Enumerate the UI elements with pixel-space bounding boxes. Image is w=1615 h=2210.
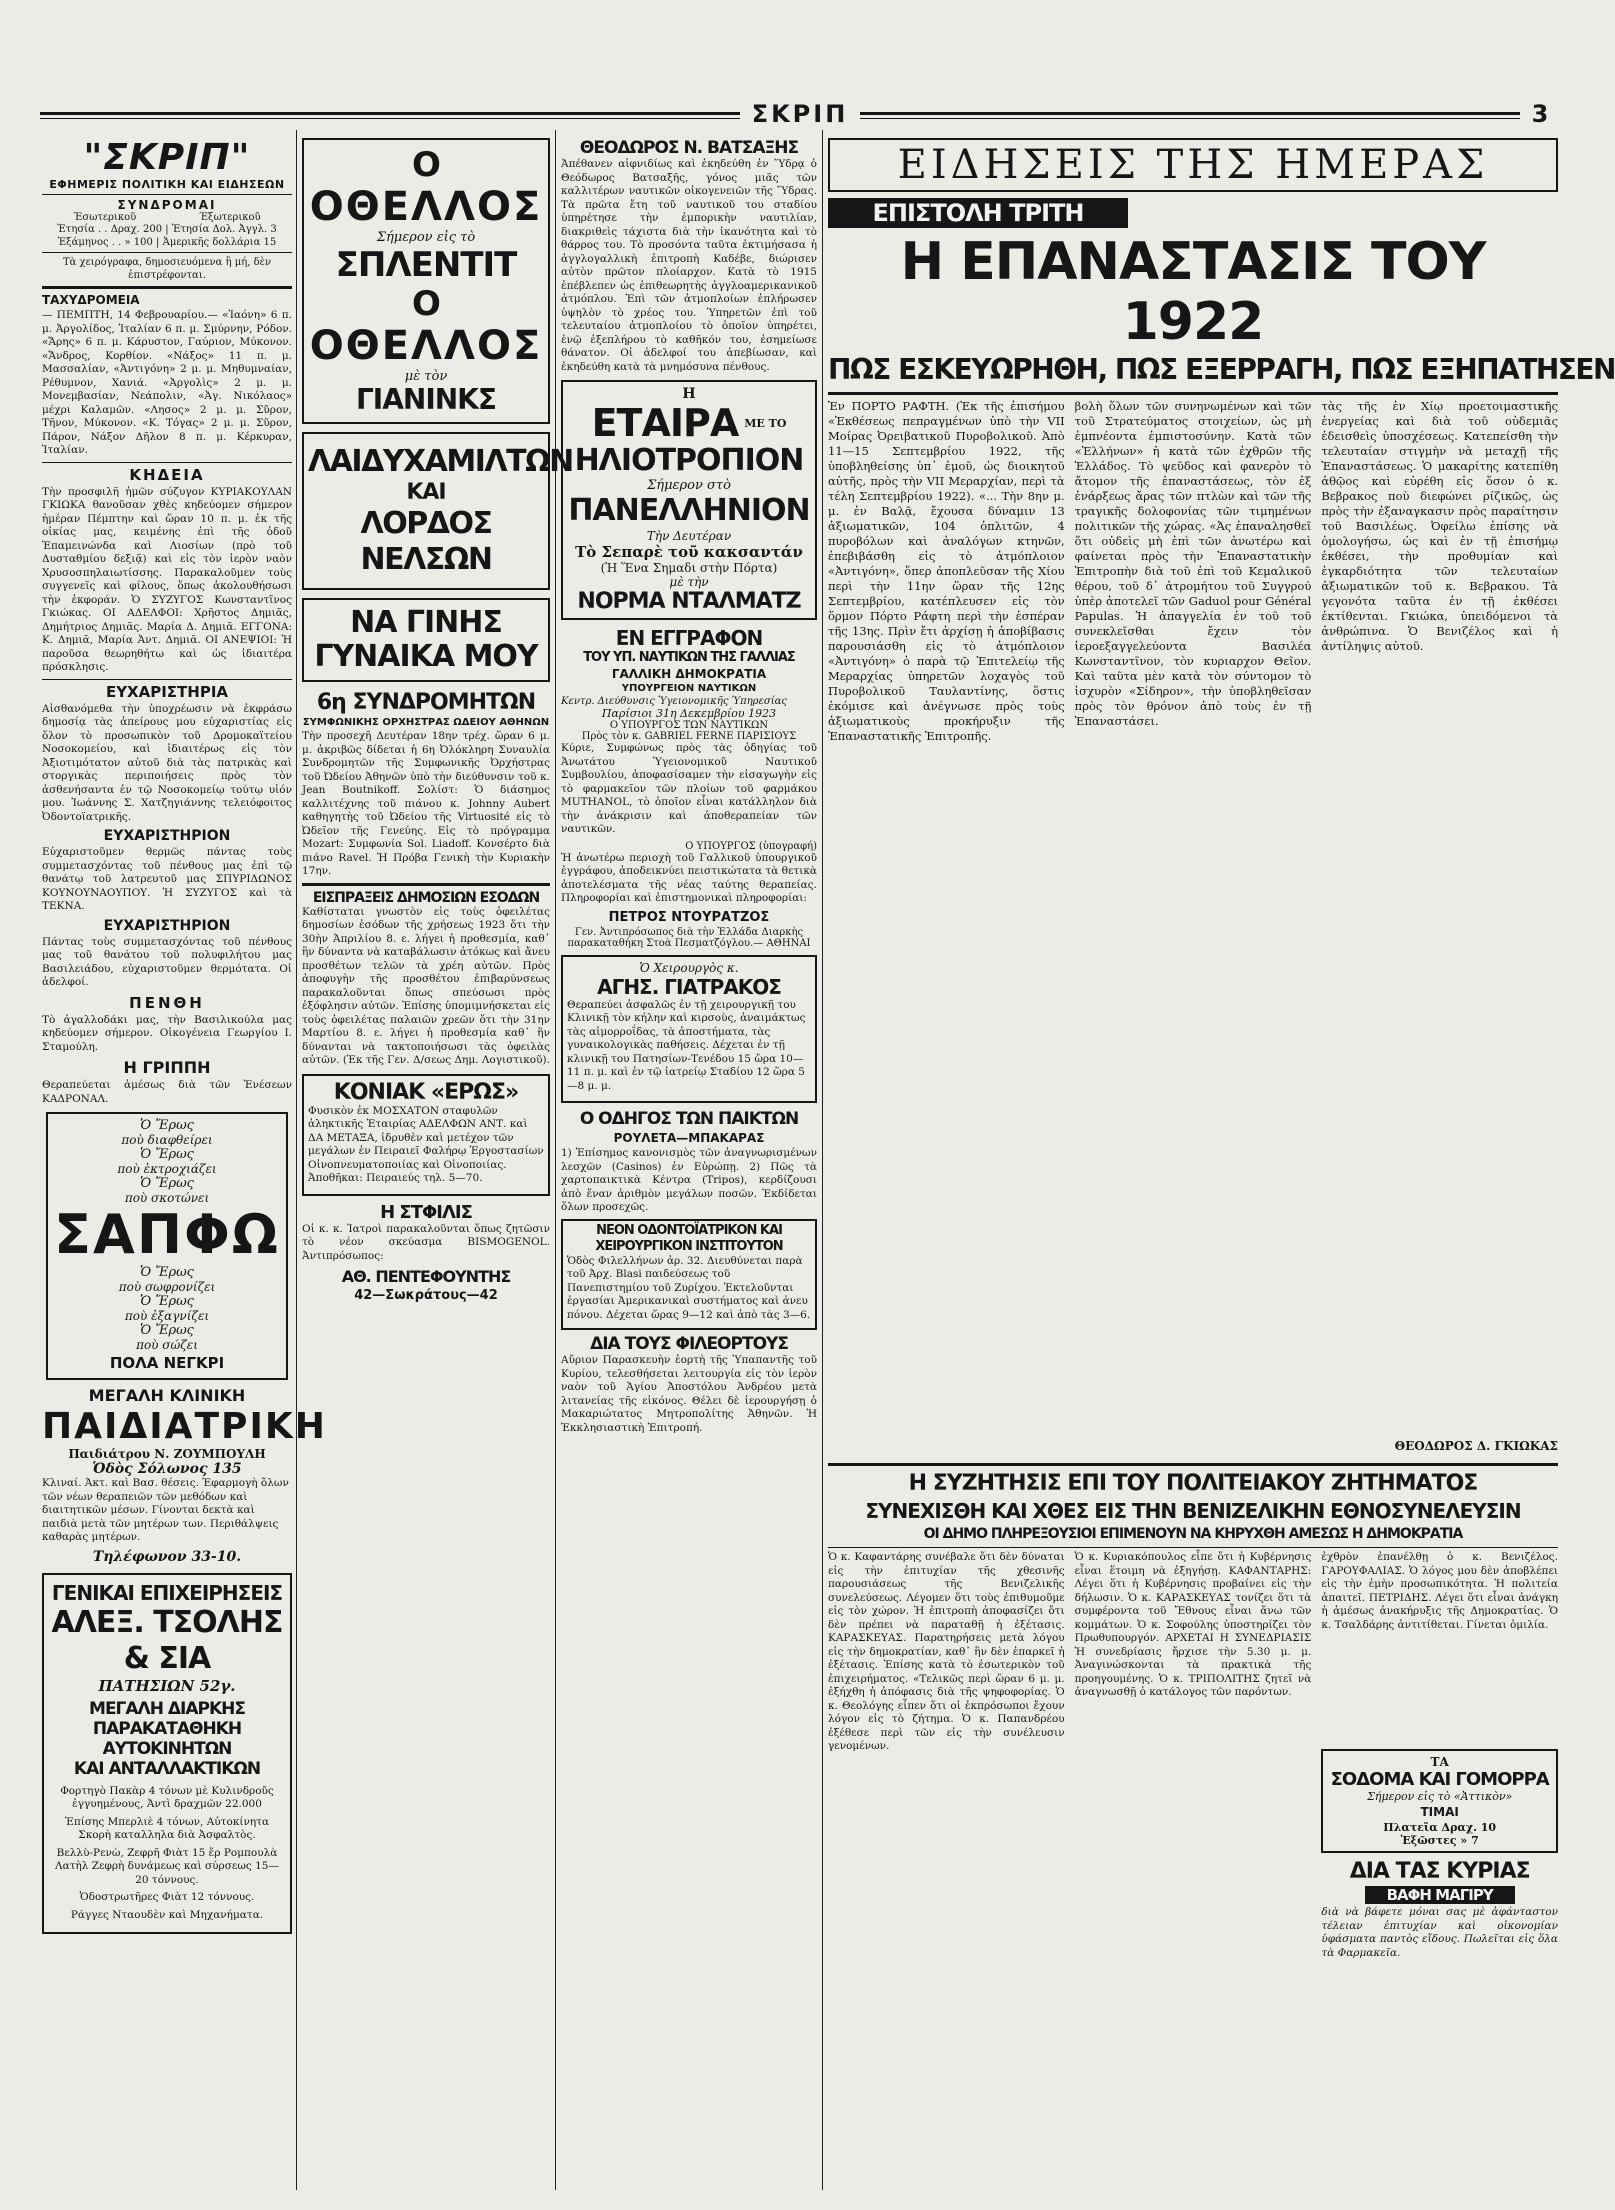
kideia-text: Τὴν προσφιλῆ ἡμῶν σύζυγον ΚΥΡΙΑΚΟΥΛΑΝ ΓΚΙΩΚΑ θανοῦσαν χθὲς κηδεύομεν σήμερον ἡμέραν Πέμπτην καὶ ὥραν 10 π. μ. ἐκ τῆς οἰκίας μας, κειμένης ἐπὶ τῆς ὁδοῦ Ἐπαμεινώνδα καὶ Λιοσίων (πρὸ τοῦ Δυσταθμίου δεξιᾷ) καὶ εἰς τὸν ἱερὸν ναὸν Χρυσοσπηλαιωτίσσης. Παρακαλοῦμεν τοὺς συγγενεῖς καὶ φίλους, ὅπως ἀκολουθήσωσι τὴν ἐκφοράν. Ὁ ΣΥΖΥΓΟΣ Κωνσταντῖνος Γκιώκας. ΟΙ ΑΔΕΛΦΟΙ: Χρῆστος Δημιᾶς, Δημήτριος Δημιᾶς. Μαρία Δ. Δημιᾶ. ΕΓΓΟΝΑ: Κ. Δημιᾶ, Μαρία Ἀντ. Δημιᾶ. ΟΙ ΑΝΕΨΙΟΙ: Ἡ παροῦσα θεωρηθήτω καὶ ὡς ἰδιαιτέρα πρόσκλησις. (42, 485, 292, 673)
eyx2-title: ΕΥΧΑΡΙΣΤΗΡΙΟΝ (103, 828, 231, 844)
debate-column: Ὁ κ. Καφαντάρης συνέβαλε ὅτι δὲν δύναται εἰς τὴν ἐπιτυχίαν τῆς χθεσινῆς παρουσιάσεως τῆς Βενιζελικῆς συνελεύσεως. Λέγομεν ὅτι τοὺς ἐπιθυμοῦμε εἰς τὸν χώρον. Ἡ ἐπιτροπὴ ἀποφασίζει ὅτι δὲν πρέπει νὰ παραταθῇ ἡ ἐξέτασις. ΚΑΡΑΣΚΕΥΑΣ. Παρατηρήσεις μετὰ λόγου εἰς τὴν δημοκρατίαν, καθ᾽ ἣν δὲν ἐπαρκεῖ ἡ ἐξέτασις. Ἐπίσης κατὰ τὸ ἐσωτερικὸν τοῦ ἐπιχειρήματος. «Τελικῶς περὶ ὥραν 6 μ. μ. ἐξήχθη ἡ ἀπόφασις διὰ τῆς ψηφοφορίας. Ὁ κ. Θεολόγης εἶπεν ὅτι οἱ ἐκπρόσωποι ἔχουν λόγον εἰς τὸ ζήτημα. Ὁ κ. Παπανδρέου ἐξέθεσε περὶ τῶν εἰς τὴν συνέλευσιν γενομένων. (828, 1551, 1065, 1752)
column-rule-2 (555, 130, 556, 2190)
stafis-addr: 42—Σωκράτους—42 (354, 1288, 498, 1303)
etaira-film-sub: (Ἡ Ἕνα Σημαδι στὴν Πόρτα) (600, 561, 778, 575)
othello-o2: Ο (412, 284, 440, 324)
sodoma-price: Πλατεῖα Δραχ. 10 (1383, 1821, 1497, 1834)
sapfo-line: ποὺ ἐξαγνίζει (124, 1309, 210, 1323)
subs-exterior-label: Έξωτερικοῦ (199, 212, 261, 223)
othello-ad (302, 138, 550, 424)
ladies-product: ΒΑΦΗ ΜΑΓΙΡΥ (1365, 1886, 1515, 1904)
othello-title-1: ΟΘΕΛΛΟΣ (309, 184, 543, 230)
header-paper-name: ΣΚΡΙΠ (740, 100, 860, 128)
othello-venue: ΣΠΛΕΝΤΙΤ (335, 245, 517, 285)
othello-sub: Σήμερον εἰς τὸ (376, 230, 476, 245)
surgeon-name: ΑΓΗΣ. ΓΙΑΤΡΑΚΟΣ (597, 974, 781, 999)
article-column: βολὴ ὅλων τῶν συνηνωμένων καὶ τῶν τοῦ Στρατεύματος στοιχείων, ὡς μὴ ἐμπνέοντα ἐμπιστοσύνην. Κατὰ τῶν «Ἐλλήνων» ἡ κατὰ τῶν ἐχθρῶν τῆς Ἑλλάδος. Τὸ ψεῦδος καὶ φανερὸν τὸ ἄτομον τῆς ἐπαναστάσεως, τὸν ἐξ ἐνάρξεως ἄρας τῶν πτλὼν καὶ τῶν τῆς τραγικῆς δολοφονίας τῶν τιμημένων πολιτικῶν τῆς χώρας. «Ἀς ἐπαναλησθεῖ ὅτι οὐδεὶς μὴ ἐπὶ τῶν ἀνωτέρω καὶ φαίνεται πρὸς τὴν Ἐπαναστατικὴν Ἐπιτροπὴν διὰ τοῦ ἐπὶ τοῦ Κεμαλικοῦ θέρου, τοῦ δ᾽ ἀτρομήτου τοῦ Συγγρού ὑπὲρ ἀποτελεῖ τῶν Gaduol pour Général Papulas. Ἡ ἀπαγγελία ἐν τοῦ τοῦ συνεκλεῖσθαι ἔχειν τὸν ἱεροεξαγγελεύοντα Βασιλέα Κωνσταντῖνον, τὸν κυριαρχον Θεῖον. Καὶ ταῦτα μὲν κατὰ τὸν σύντομον τὸ ἰσχυρὸν «Σίδηρον», τὴν ὑποβληθεῖσαν πρὸς τὸν θρόνον ἀπὸ τοὺς ἐν τῇ Ἐπαναστάσει. (1074, 399, 1312, 728)
sapfo-cinema: ΠΟΛΑ ΝΕΓΚΡΙ (109, 1354, 225, 1372)
column-3 (561, 138, 817, 2190)
gripi-title: Η ΓΡΙΠΠΗ (123, 1058, 211, 1077)
doc-title: ΕΝ ΕΓΓΡΑΦΟΝ (615, 626, 763, 650)
news-section (828, 138, 1615, 2190)
surgeon-pre: Ὁ Χειρουργὸς κ. (639, 960, 739, 975)
business-title: ΓΕΝΙΚΑΙ ΕΠΙΧΕΙΡΗΣΕΙΣ (51, 1580, 283, 1605)
doc-ministry: ΥΠΟΥΡΓΕΙΟΝ ΝΑΥΤΙΚΩΝ (621, 683, 757, 694)
sapfo-line: ποὺ σκοτώνει (124, 1191, 210, 1205)
penthi-title: ΠΕΝΘΗ (129, 993, 205, 1012)
klinic-addr: Ὁδὸς Σόλωνος 135 (92, 1461, 242, 1477)
debate-sub-1: ΣΥΝΕΧΙΣΘΗ ΚΑΙ ΧΘΕΣ ΕΙΣ ΤΗΝ ΒΕΝΙΖΕΛΙΚΗΝ ΕΘΝΟΣΥΝΕΛΕΥΣΙΝ (865, 1499, 1521, 1523)
column-2 (302, 138, 573, 2190)
ladies-text: διὰ νὰ βάφετε μόναι σας μὲ ἀφάνταστον τέλειαν ἐπιτυχίαν καὶ οἰκονομίαν ὑφάσματα παντὸς εἴδους. Πωλεῖται εἰς ὅλα τὰ Φαρμακεῖα. (1321, 1906, 1559, 1959)
dental-ad (561, 1219, 817, 1331)
orchestra-text: Τὴν προσεχῆ Δευτέραν 18ην τρέχ. ὥραν 6 μ. μ. ἀκριβῶς δίδεται ἡ 6η Ὀλόκληρη Συναυλία Συνδρομητῶν τῆς Συμφωνικῆς Ὀρχήστρας τοῦ Ὠδείου Ἀθηνῶν ὑπὸ τὴν διεύθυνσιν τοῦ κ. Jean Boutnikoff. Σολίστ: Ὁ διάσημος καλλιτέχνης τοῦ πιάνου κ. Johnny Aubert καθηγητὴς τοῦ Ὠδείου τῆς Virtuosité εἰς τὸ Ὠδεῖον τῆς Γενεύης. Εἰς τὸ πρόγραμμα Mozart: Συμφωνία Sol. Liadoff. Κονσέρτο διὰ πιάνο Ravel. Ἡ Πρόβα Γενικὴ τὴν Κυριακὴν 17ην. (302, 730, 550, 877)
masthead (42, 138, 292, 289)
column-rule-1 (296, 130, 297, 2190)
article-column: Ἐν ΠΟΡΤΟ ΡΑΦΤΗ. (Ἐκ τῆς ἐπισήμου «Ἐκθέσεως πεπραγμένων ὑπὸ τὴν VII Μοίρας Ὀρειβατικοῦ Πυροβολικοῦ. Ἀπὸ 11—15 Σεπτεμβρίου 1922, τῆς ὑποβληθείσης ὑπ᾽ ἐμοῦ, ὡς διοικητοῦ αὐτῆς, πρὸς τὴν VII Μεραρχίαν, περὶ τὰ τέλη Σεπτεμβρίου 1922). «... Τὴν 8ην μ. μ. ἐν Βαλᾷ, ἔχουσα δύναμιν 13 ἀξιωματικῶν, 104 ὁπλιτῶν, 4 πυροβόλων καὶ ἀναλόγων κτηνῶν, ἐπεβιβάσθη εἰς τὸ ἀτμόπλοιον «Ἀντιγόνη», ὅπερ ἀποπλεῦσαν τῆς Χίου περὶ τὴν 11ην ὥραν τῆς 12ης Σεπτεμβρίου, κατέπλευσεν εἰς τὸν ὅρμον Πόρτο Ράφτη περὶ τὴν ἑσπέραν τῆς 13ης. Πρὶν ἔτι ἀρχίσῃ ἡ ἀποβίβασις παρουσιάσθη εἰς τὸ ἀτμόπλοιον «Ἀντιγόνη» ὁ παρὰ τῷ Ἐπιτελείῳ τῆς Μεραρχίας ὑπηρετῶν λοχαγὸς τοῦ Πυροβολικοῦ Ταυλαντίνης, ὅστις ἐκόμισε καὶ ἀνέγνωσε πρὸς τοὺς ἀξιωματικοὺς προκήρυξιν τῆς Ἐπαναστατικῆς Ἐπιτροπῆς. (828, 399, 1065, 743)
phil-text: Αὔριον Παρασκευὴν ἑορτὴ τῆς Ὑπαπαντῆς τοῦ Κυρίου, τελεσθήσεται λειτουργία εἰς τὸν ἱερὸν ναὸν τοῦ Ἁγίου Ἀποστόλου Ἀνδρέου μετὰ λιτανείας τῆς εἰκόνος. Θέλει δὲ ἱερουργήσῃ ὁ Μακαριώτατος Μητροπολίτης Ἀθηνῶν. Ἡ Ἐκκλησιαστικὴ Ἐπιτροπή. (561, 1354, 817, 1434)
ladies-hamilton-ad (302, 432, 573, 590)
sodoma-ad (1321, 1749, 1558, 1853)
klinic-phone: Τηλέφωνον 33-10. (92, 1548, 242, 1565)
top-header-bar (40, 100, 1560, 130)
news-title: ΕΙΔΗΣΕΙΣ ΤΗΣ ΗΜΕΡΑΣ (897, 142, 1489, 188)
masthead-note: Τὰ χειρόγραφα, δημοσιευόμενα ἢ μή, δὲν ἐπιστρέφονται. (62, 257, 272, 281)
othello-actor: ΓΙΑΝΙΝΚΣ (355, 383, 497, 416)
etaira-sub: Σήμερον στὸ (647, 478, 731, 493)
sodoma-title: ΣΟΔΟΜΑ ΚΑΙ ΓΟΜΟΡΡΑ (1330, 1769, 1549, 1790)
eyx1-title: ΕΥΧΑΡΙΣΤΗΡΙΑ (105, 682, 229, 701)
doc-sign: Ο ΥΠΟΥΡΓΟΣ (ὑπογραφή) (685, 840, 817, 852)
sodoma-pre: ΤΑ (1430, 1755, 1449, 1769)
doc-republic: ΓΑΛΛΙΚΗ ΔΗΜΟΚΡΑΤΙΑ (611, 667, 767, 681)
koniak-ad (302, 1074, 550, 1196)
guide-sub: ΡΟΥΛΕΤΑ—ΜΠΑΚΑΡΑΣ (613, 1131, 765, 1145)
doc-dir: Κεντρ. Διεύθυνσις Ὑγειονομικῆς Ὑπηρεσίας (561, 696, 788, 707)
wife-ad (302, 598, 550, 682)
business-ad (42, 1573, 292, 1935)
phil-title: ΔΙΑ ΤΟΥΣ ΦΙΛΕΟΡΤΟΥΣ (590, 1334, 788, 1354)
letter-label: ΕΠΙΣΤΟΛΗ ΤΡΙΤΗ (828, 198, 1128, 228)
sign-off: ΘΕΟΔΩΡΟΣ Δ. ΓΚΙΩΚΑΣ (1394, 1439, 1558, 1453)
othello-with: μὲ τὸν (404, 369, 448, 384)
wife-line-1: ΝΑ ΓΙΝΗΣ (350, 605, 502, 640)
klinic-ad (42, 1386, 327, 1565)
klinic-top: ΜΕΓΑΛΗ ΚΛΙΝΙΚΗ (88, 1386, 246, 1405)
column-rule-3 (822, 130, 823, 2190)
orchestra-title: 6η ΣΥΝΔΡΟΜΗΤΩΝ (316, 690, 536, 715)
sapfo-line: Ὁ Ἔρως (140, 1147, 194, 1162)
stafis-text: Οἱ κ. κ. Ἰατροὶ παρακαλοῦνται ὅπως ζητῶσιν τὸ νέον σκεύασμα BISMOGENOL. Ἀντιπρόσωπος: (302, 1222, 550, 1262)
business-big1: ΜΕΓΑΛΗ ΔΙΑΡΚΗΣ ΠΑΡΑΚΑΤΑΘΗΚΗ ΑΥΤΟΚΙΝΗΤΩΝ (89, 1698, 245, 1759)
etaira-sat: Τὴν Δευτέραν (646, 529, 732, 543)
business-text: Ράγγες Νταουδὲν καὶ Μηχανήματα. (70, 1908, 264, 1921)
masthead-logo: "ΣΚΡΙΠ" (83, 137, 251, 178)
article-columns (828, 399, 1558, 1439)
gripi-text: Θεραπεύεται ἀμέσως διὰ τῶν Ἐνέσεων ΚΑΔΡΟΝΑΛ. (42, 1079, 292, 1105)
etaira-pre: Η (682, 386, 696, 402)
ladies-hamilton-and: ΚΑΙ (406, 480, 446, 505)
business-addr: ΠΑΤΗΣΙΩΝ 52γ. (98, 1676, 236, 1695)
business-name: ΑΛΕΞ. ΤΣΟΛΗΣ & ΣΙΑ (51, 1604, 283, 1676)
lord-nelson-title: ΛΟΡΔΟΣ ΝΕΛΣΩΝ (360, 506, 492, 577)
etaira-with: ΜΕ ΤΟ (744, 416, 787, 430)
eyx1-text: Αἰσθανόμεθα τὴν ὑποχρέωσιν νὰ ἐκφράσω δημοσίᾳ τὰς ἀπείρους μου εὐχαριστίας εἰς ὅλον τὸ προσωπικὸν τοῦ Δρομοκαϊτείου Νοσοκομείου, καὶ ἰδιαιτέρως εἰς τὸν Ἀξιοτιμότατον αὐτοῦ διὰ τὰς πατρικὰς καὶ στοργικὰς περιποιήσεις πρὸς τὸν ἀσθενήσαντα ἐν τῷ Νοσοκομείῳ τούτῳ υἱόν μου. Ἰωάννης Σ. Χατζηγιάννης τελειόφοιτος Ὀδοντοϊατρικῆς. (42, 702, 292, 823)
sodoma-prices: ΤΙΜΑΙ (1420, 1805, 1459, 1819)
penthi-text: Τὸ ἀγαλλοδάκι μας, τὴν Βασιλικούλα μας κηδεύομεν σήμερον. Οἰκογένεια Γεωργίου Ι. Σταμούλη. (42, 1013, 292, 1053)
etaira-title-2: ΗΛΙΟΤΡΟΠΙΟΝ (574, 443, 804, 478)
debate-column: Ὁ κ. Κυριακόπουλος εἶπε ὅτι ἡ Κυβέρνησις εἶναι ἕτοιμη νὰ ἐξηγήσῃ. ΚΑΦΑΝΤΑΡΗΣ: Λέγει ὅτι ἡ Κυβέρνησις προβαίνει εἰς τὴν δήλωσιν. Ὁ κ. ΚΑΡΑΣΚΕΥΑΣ τονίζει ὅτι τὰ συμφέροντα τοῦ Ἔθνους εἶναι ἄνω τῶν κομμάτων. Ὁ κ. Σοφούλης ὑποστηρίζει τὸν Πρωθυπουργόν. ΑΡΧΕΤΑΙ Η ΣΥΝΕΔΡΙΑΣΙΣ Ἡ συνεδρίασις ἤρχισε τὴν 5.30 μ. μ. Ἀναγινώσκονται τὰ πρακτικὰ τῆς προηγουμένης. Ὁ κ. ΤΡΙΠΟΛΙΤΗΣ ζητεῖ νὰ ἀναγνωσθῇ ὁ κατάλογος τῶν παρόντων. (1074, 1551, 1312, 1698)
obituary-author: ΘΕΟΔΩΡΟΣ Ν. ΒΑΤΣΑΞΗΣ (579, 138, 799, 158)
doc-to: Πρὸς τὸν κ. GABRIEL FERNE ΠΑΡΙΣΙΟΥΣ (581, 731, 797, 742)
business-big2: ΚΑΙ ΑΝΤΑΛΛΑΚΤΙΚΩΝ (73, 1758, 261, 1779)
dental-text: Ὁδὸς Φιλελλήνων ἀρ. 32. Διευθύνεται παρὰ τοῦ Ἀρχ. Blasi παιδεύσεως τοῦ Πανεπιστημίου τοῦ Ζυρίχου. Ἐκτελοῦνται ἐργασίαι Ἀμερικανικαὶ συστήματος καὶ ἀνευ πόνου. Δέχεται ὥρας 9—12 καὶ ἀπὸ τὰς 3—6. (567, 1254, 811, 1321)
etaira-venue: ΠΑΝΕΛΛΗΝΙΟΝ (568, 493, 810, 528)
etaira-actress: ΝΟΡΜΑ ΝΤΑΛΜΑΤΖ (577, 589, 801, 614)
doc-agent: ΠΕΤΡΟΣ ΝΤΟΥΡΑΤΖΟΣ (608, 909, 770, 925)
etaira-with-2: μὲ τὴν (669, 575, 709, 589)
debate-headline: Η ΣΥΖΗΤΗΣΙΣ ΕΠΙ ΤΟΥ ΠΟΛΙΤΕΙΑΚΟΥ ΖΗΤΗΜΑΤΟΣ (908, 1471, 1478, 1496)
doc-from: Ο ΥΠΟΥΡΓΟΣ ΤΩΝ ΝΑΥΤΙΚΩΝ (609, 720, 769, 731)
obituary-text: Ἀπέθανεν αἰφνιδίως καὶ ἐκηδεύθη ἐν Ὕδρᾳ ὁ Θεόδωρος Βατσαξῆς, γόνος μιᾶς τῶν καλλιτέρων ναυτικῶν οἰκογενειῶν τῆς Ὕδρας. Τὰ πρῶτα ἔτη τοῦ ναυτικοῦ του σταδίου ὑπηρέτησε τὴν ἐμπορικὴν ναυτιλίαν, διακριθεὶς τάχιστα διὰ τὴν ἱκανότητα καὶ τὸ θάρρος του. Τὸ προσόντα ταῦτα ἐκτιμήσασα ἡ ἀγγλογαλλικὴ ἐπιτροπὴ Καδέβε, διώρισεν αὐτὸν πρῶτον πλοίαρχον. Κατὰ τὸ 1915 ἐπέβλεπεν ὡς ἐπιθεωρητὴς ἀγγλοαμερικανικοῦ ἀτμόπλου. Ἐπὶ τῶν ἀτμοπλοίων ἐπλήρωσεν ὑψηλὸν τὸ χρέος του. Ὑπηρετῶν ἐπὶ τοῦ τελευταίου ἀτμοπλοίου τὸ ὁποῖον ὑπηρέτει, ἐνῷ ἐξεπλήρου τὸ καθῆκόν του, ἐσημείωσε θάνατον. Οἱ ἀδελφοί του ἀπεβίωσαν, καὶ ἐκηδεύθη κατὰ τὰ μνημόσυνα πένθους. (561, 158, 817, 373)
eyx3-title: ΕΥΧΑΡΙΣΤΗΡΙΟΝ (103, 917, 231, 934)
sapfo-line: Ὁ Ἔρως (140, 1176, 194, 1191)
sapfo-line: Ὁ Ἔρως (140, 1265, 194, 1280)
sapfo-line: ποὺ διαφθείρει (121, 1133, 213, 1147)
etaira-title: ΕΤΑΙΡΑ (591, 401, 739, 445)
surgeon-ad (561, 955, 817, 1104)
doc-date: Παρίσιοι 31η Δεκεμβρίου 1923 (601, 707, 777, 720)
business-text: Ὁδοστρωτῆρες Φιὰτ 12 τόννους. (79, 1891, 255, 1903)
main-headline: Η ΕΠΑΝΑΣΤΑΣΙΣ ΤΟΥ 1922 (900, 232, 1486, 352)
klinic-doctor: Παιδιάτρου Ν. ΖΟΥΜΠΟΥΛΗ (68, 1447, 266, 1461)
wife-line-2: ΓΥΝΑΙΚΑ ΜΟΥ (314, 639, 538, 674)
doc-note: Ἡ ἀνωτέρω περιοχὴ τοῦ Γαλλικοῦ ὑπουργικοῦ ἐγγράφου, ἀποδεικνύει πειστικώτατα τὰ θετικὰ ἀποτελέσματα τῆς νέας ταύτης θεραπείας. Πληροφορίαι καὶ ἐπιστημονικαὶ πληροφορίαι: (561, 851, 817, 904)
doc-sub: ΤΟΥ ΥΠ. ΝΑΥΤΙΚΩΝ ΤΗΣ ΓΑΛΛΙΑΣ (583, 650, 795, 665)
debate-column: ἐχθρὸν ἐπανέλθῃ ὁ κ. Βενιζέλος. ΓΑΡΟΥΦΑΛΙΑΣ. Ὁ λόγος μου δὲν ἀποβλέπει εἰς τὴν ἐμὴν προσωπικότητα. Ἡ πολιτεία ἀπαιτεῖ. ΠΕΤΡΙΔΗΣ. Λέγει ὅτι εἶναι ἀνάγκη ἡ ἀμέσως ἀνακήρυξις τῆς Δημοκρατίας. Ὁ κ. Τσαλδάρης ἀντιτίθεται. Γίνεται ὁμιλία. (1321, 1551, 1559, 1631)
business-text: Βελλὺ-Ρενὼ, Ζεφρῆ Φιὰτ 15 ἕρ Ρομπουλὰ Λατὴλ Ζεφρὴ δυνάμεως καὶ σύρσεως 15—20 τόννους. (55, 1846, 279, 1886)
esodoi-title: ΕΙΣΠΡΑΞΕΙΣ ΔΗΜΟΣΙΩΝ ΕΣΟΔΩΝ (312, 889, 540, 906)
klinic-title: ΠΑΙΔΙΑΤΡΙΚΗ (42, 1406, 327, 1447)
sodoma-price: Ἐξῶστες » 7 (1400, 1834, 1479, 1847)
stafis-title: Η ΣΤΦΙΛΙΣ (380, 1201, 472, 1223)
stafis-name: ΑΘ. ΠΕΝΤΕΦΟΥΝΤΗΣ (341, 1267, 511, 1286)
orchestra-sub: ΣΥΜΦΩΝΙΚΗΣ ΟΡΧΗΣΤΡΑΣ ΩΔΕΙΟΥ ΑΘΗΝΩΝ (302, 717, 550, 728)
article-column: τὰς τῆς ἐν Χίῳ προετοιμαστικῆς ἐνεργείας καὶ διὰ τοῦ οὐδεμιᾶς ἐδεισθεὶς ὑποσχέσεως. Κατεπείσθη τὴν τελευταίαν στιγμὴν νὰ μεταχῇ τῆς Ἐπαναστάσεως. Ὁ μακαρίτης κατεπίθη ἀθῷος καὶ εὑρέθη εἰς ὅσον ὁ κ. Βεβρακος ποὺ διεφώνει ρίζικῶς, ὡς πρὸς τὴν ἐξαναγκασιν πρὸς παραίτησιν τοῦ Βασιλέως. Ὀφείλω ἐπίσης νὰ ὁμολογήσω, ὡς καὶ ἐν τῇ ἐπισήμῳ ἐκθέσει, τὴν προθυμίαν καὶ ἐγκαρδιότητα τῶν τελευταίων ἀξιωματικῶν τοῦ κ. Βεβρακου. Τὰ γεγονότα ταῦτα ἐν τῇ ἐκθέσει ἐκτίθενται. Γκιώκα, ὑπειδόμενοι τὰ ἀνθρώπινα. Ὁ Βενιζέλος καὶ ἡ ἀντίληψις αὐτοῦ. (1321, 399, 1559, 653)
sodoma-sub: Σήμερον εἰς τὸ «Ἀττικὸν» (1367, 1790, 1513, 1803)
dental-title: ΝΕΟΝ ΟΔΟΝΤΟΪΑΤΡΙΚΟΝ ΚΑΙ ΧΕΙΡΟΥΡΓΙΚΟΝ ΙΝΣΤΙΤΟΥΤΟΝ (595, 1222, 783, 1254)
sapfo-line: ποὺ σωφρονίζει (118, 1280, 216, 1294)
debate-columns (828, 1551, 1558, 2091)
surgeon-text: Θεραπεύει ἀσφαλῶς ἐν τῇ χειρουργικῇ του Κλινικῇ τὸν κήλην καὶ κιρσοὺς, ἀναιμάκτως τὰς αἱμορροΐδας, τὰ ἀποστήματα, τὰς γυναικολογικὰς παθήσεις. Δέχεται ἐν τῇ κλινικῇ του Πατησίων-Τενέδου 15 ὥρα 10—11 π. μ. καὶ ἐν τῷ ἰατρείῳ Σταδίου 12 ὥρα 5—8 μ. μ. (567, 998, 806, 1092)
guide-title: Ο ΟΔΗΓΟΣ ΤΩΝ ΠΑΙΚΤΩΝ (579, 1109, 799, 1129)
othello-title-2: ΟΘΕΛΛΟΣ (309, 323, 543, 369)
subscriptions-title: ΣΥΝΔΡΟΜΑΙ (117, 198, 217, 212)
business-text: Φορτηγὸ Πακὰρ 4 τόνων μὲ Κυλινδροῦς ἐγγυημένους, Ἀντὶ δραχμῶν 22.000 (60, 1784, 274, 1810)
eyx3-text: Πάντας τοὺς συμμετασχόντας τοῦ πένθους μας τοῦ θανάτου τοῦ πολυφιλήτου μας Βασιλειάδου, εὐχαριστοῦμεν θερμότατα. Οἱ ἀδελφοί. (42, 935, 292, 988)
sapfo-line: Ὁ Ἔρως (140, 1323, 194, 1338)
news-title-box (828, 138, 1558, 192)
sapfo-line: ποὺ σώζει (136, 1338, 198, 1352)
doc-agent-sub: Γεν. Ἀντιπρόσωπος διὰ τὴν Ἑλλάδα Διαρκὴς παρακαταθήκη Στοὰ Πεσματζόγλου.— ΑΘΗΝΑΙ (567, 926, 811, 949)
subs-interior-label: Έσωτερικοῦ (73, 212, 137, 223)
ladies-hamilton-title: ΛΑΙΔΥΧΑΜΙΛΤΩΝ (308, 444, 573, 479)
sapfo-line: Ὁ Ἔρως (140, 1294, 194, 1309)
etaira-film: Τὸ Σεπαρὲ τοῦ κακσαντάν (575, 543, 803, 561)
sapfo-ad (46, 1112, 288, 1380)
doc-text: Κύριε, Συμφώνως πρὸς τὰς ὁδηγίας τοῦ Ἀνωτάτου Ὑγειονομικοῦ Ναυτικοῦ Συμβουλίου, ἀποφασίσαμεν τὴν εἰσαγωγὴν εἰς τὸ φαρμακεῖον τῶν πλοίων τοῦ φαρμάκου MUTHANOL, τὸ ὁποῖον εἶναι κατάλληλον διὰ τὴν ἀνάκρισιν καὶ ἀποθεραπείαν τῶν ναυτικῶν. (561, 742, 817, 835)
subs-row: Ἐτησία . . Δραχ. 200 | Ἐτησία Δολ. Ἀγγλ. 3 (57, 224, 277, 235)
sapfo-line: ποὺ ἐκτροχιάζει (117, 1162, 217, 1176)
subs-row: Ἑξάμηνος . . » 100 | Ἀμερικῆς δολλάρια 15 (57, 237, 277, 248)
masthead-subtitle: ΕΦΗΜΕΡΙΣ ΠΟΛΙΤΙΚΗ ΚΑΙ ΕΙΔΗΣΕΩΝ (49, 178, 285, 191)
debate-sub-2: ΟΙ ΔΗΜΟ ΠΛΗΡΕΞΟΥΣΙΟΙ ΕΠΙΜΕΝΟΥΝ ΝΑ ΚΗΡΥΧΘΗ ΑΜΕΣΩΣ Η ΔΗΜΟΚΡΑΤΙΑ (923, 1526, 1463, 1542)
sapfo-line: Ὁ Ἔρως (140, 1118, 194, 1133)
othello-o1: Ο (412, 145, 440, 185)
esodoi-text: Καθίσταται γνωστὸν εἰς τοὺς ὀφειλέτας δημοσίων ἐσόδων τῆς χρήσεως 1923 ὅτι τὴν 30ὴν Ἀπριλίου 8. ε. λήγει ἡ προθεσμία, καθ᾽ ἣν δύναντα νὰ καταβάλωσιν ἀτόκως καὶ ἄνευ προσθέτων τελῶν τὰ χρέη αὐτῶν. Πρὸς ἀποφυγὴν τῆς προσθέτου ἐπιβαρύνσεως παρακαλοῦνται ὅπως σπεύσωσι πρὸς ἐξόφλησιν αὐτῶν. Ἐπίσης ὑπομιμνήσκεται εἰς τοὺς ὀφειλέτας παλαιῶν χρεῶν ὅτι τὴν 31ην Μαρτίου 8. ε. λήγει ἡ προθεσμία καθ᾽ ἣν δύνανται νὰ τακτοποιήσωσι τὰς ὀφειλὰς αὐτῶν. (Ἐκ τῆς Γεν. Δ/σεως Δημ. Λογιστικοῦ). (302, 905, 550, 1066)
taxydromeia-text: — ΠΕΜΠΤΗ, 14 Φεβρουαρίου.— «Ἰαόνη» 6 π. μ. Ἀργολίδος, Ἰταλίαν 6 π. μ. Σμύρνην, Ρόδον. «Ἄρης» 6 π. μ. Κάρυστον, Γαύριον, Μύκονον. «Ἄνδρος, Κορθίον. «Νάξος» 11 π. μ. Μασσαλίαν, «Ἀντιγόνη» 2 μ. μ. Μηθυμναίαν, Ρέθυμνον, Χανιά. «Ἀργολὶς» 2 μ. μ. Μονεμβασίαν, Νεάπολιν, «Ἀγ. Νικόλαος» μέχρι Καλαμῶν. «Λησος» 2 μ. μ. Σῦρον, Τῆνον, Μύκονον. «Κ. Τόγας» 2 μ. μ. Σῦρον, Πάρον, Νάξον Δῆλον 8 π. μ. Κέρκυραν, Ἰταλίαν. (42, 309, 292, 456)
sapfo-title: ΣΑΠΦΩ (54, 1203, 280, 1266)
ladies-title: ΔΙΑ ΤΑΣ ΚΥΡΙΑΣ (1349, 1859, 1530, 1884)
column-1 (42, 137, 327, 2190)
eyx2-text: Εὐχαριστοῦμεν θερμῶς πάντας τοὺς συμμετασχόντας τοῦ πένθους μας ἐπὶ τῷ θανάτῳ τοῦ λατρευτοῦ μας ΣΠΥΡΙΔΩΝΟΣ ΚΟΥΝΟΥΝΑΟΥΠΟΥ. Ἡ ΣΥΖΥΓΟΣ καὶ τὰ ΤΕΚΝΑ. (42, 846, 292, 912)
sub-headline: ΠΩΣ ΕΣΚΕΥΩΡΗΘΗ, ΠΩΣ ΕΞΕΡΡΑΓΗ, ΠΩΣ ΕΞΗΠΑΤΗΣΕΝ (828, 353, 1615, 386)
business-text: Ἐπίσης Μπερλιὲ 4 τόνων, Αὐτοκίνητα Σκορὴ καταλληλα διὰ Ἀσφαλτὸς. (64, 1815, 270, 1841)
klinic-text: Κλιναί. Ἀκτ. καὶ Βασ. θέσεις. Ἐφαρμογὴ ὅλων τῶν νέων θεραπειῶν τῶν μεθόδων καὶ διαιτητικῶν μέσων. Γίνονται δεκτὰ καὶ παιδιὰ μετὰ τῶν μητέρων των. Περιθάλψεις καθαρὰς μητέρων. (42, 1477, 289, 1543)
koniak-text: Φυσικὸν ἐκ ΜΟΣΧΑΤΟΝ σταφυλῶν ἀληκτικῆς Ἑταιρίας ΑΔΕΛΦΩΝ ΑΝΤ. καὶ ΔΑ ΜΕΤΑΞΑ, ἱδρυθὲν καὶ μετέχον τῶν μεγάλων ἐν Πειραιεῖ Φαλήρῳ Ἐργοστασίων Οἰνοπνευματοποιίας καὶ Οἰνοποιίας. Ἀποθῆκαι: Πειραιεύς τηλ. 5—70. (308, 1104, 544, 1184)
taxydromeia-title: ΤΑΧΥΔΡΟΜΕΙΑ (42, 293, 140, 307)
etaira-ad (561, 380, 817, 620)
guide-text: 1) Ἐπίσημος κανονισμὸς τῶν ἀναγνωρισμένων λεσχῶν (Casinos) ἐν Εὐρώπῃ. 2) Πῶς τὰ χαρτοπαικτικὰ Κέντρα (Tripos), κερδίζουσι ἀπὸ ἕναν ἀριθμὸν μεγάλων ποσῶν. Ἐκδίδεται ὅλων προσεχῶς. (561, 1147, 817, 1213)
header-page-number: 3 (1520, 100, 1560, 128)
kideia-title: ΚΗΔΕΙΑ (129, 465, 205, 484)
koniak-title: ΚΟΝΙΑΚ «ΕΡΩΣ» (333, 1079, 519, 1105)
